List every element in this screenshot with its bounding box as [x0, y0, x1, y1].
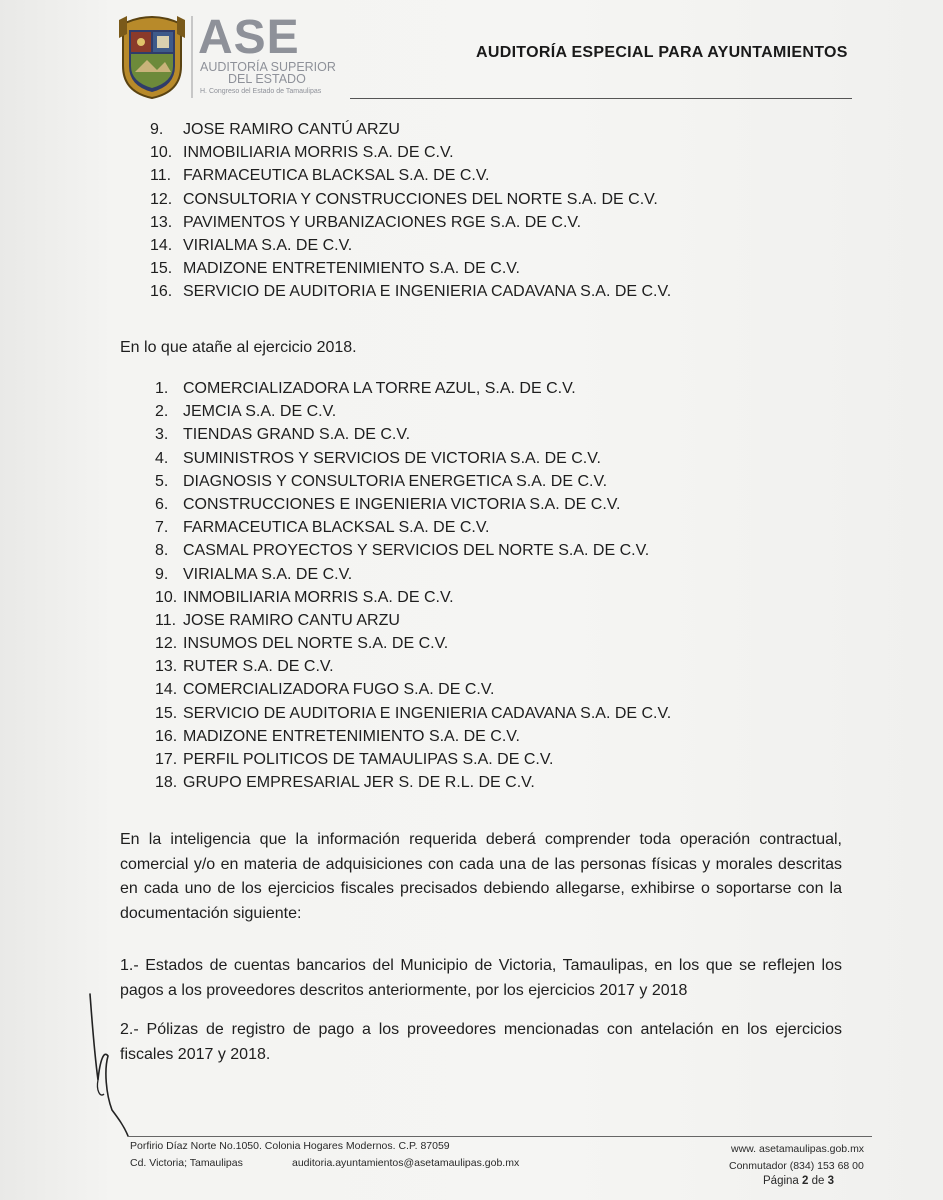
page-number — [763, 1175, 834, 1187]
header-title: AUDITORÍA ESPECIAL PARA AYUNTAMIENTOS — [476, 44, 848, 61]
list-item-number: 10. — [150, 144, 173, 162]
list-item-text: JEMCIA S.A. DE C.V. — [183, 403, 337, 421]
list-item-number: 9. — [150, 121, 164, 138]
list-item-text: SERVICIO DE AUDITORIA E INGENIERIA CADAVANA S.A. DE C.V. — [183, 704, 672, 722]
list-item-text: MADIZONE ENTRETENIMIENTO S.A. DE C.V. — [183, 260, 520, 278]
list-item-text: CASMAL PROYECTOS Y SERVICIOS DEL NORTE S.A. DE C.V. — [183, 542, 650, 560]
list-item-text: INMOBILIARIA MORRIS S.A. DE C.V. — [183, 144, 454, 162]
list-item-text: INMOBILIARIA MORRIS S.A. DE C.V. — [183, 588, 454, 606]
footer-email: auditoria.ayuntamientos@asetamaulipas.gob.mx — [292, 1157, 520, 1169]
logo-wordmark: ASE — [198, 11, 300, 64]
list-item-text: CONSTRUCCIONES E INGENIERIA VICTORIA S.A. DE C.V. — [183, 495, 621, 513]
page-total: 3 — [827, 1175, 835, 1187]
list-item-text: JOSE RAMIRO CANTU ARZU — [183, 611, 400, 629]
list-item-number: 10. — [155, 588, 178, 606]
handwritten-signature — [82, 990, 152, 1140]
page-label: Página — [763, 1175, 799, 1187]
list-item-text: MADIZONE ENTRETENIMIENTO S.A. DE C.V. — [183, 727, 520, 745]
list-item-text: COMERCIALIZADORA FUGO S.A. DE C.V. — [183, 681, 495, 699]
list-item-number: 18. — [155, 774, 178, 792]
list-item-text: FARMACEUTICA BLACKSAL S.A. DE C.V. — [183, 167, 490, 185]
paragraph-item-2: 2.- Pólizas de registro de pago a los proveedores mencionadas con antelación en los ejercicios fiscales 2017 y 2018. — [120, 1021, 842, 1063]
list-item-text: FARMACEUTICA BLACKSAL S.A. DE C.V. — [183, 519, 490, 537]
list-item-number: 15. — [155, 704, 178, 722]
logo-subtitle-line2: DEL ESTADO — [228, 72, 306, 86]
list-item-text: CONSULTORIA Y CONSTRUCCIONES DEL NORTE S.A. DE C.V. — [183, 190, 658, 208]
paragraph-inteligencia: En la inteligencia que la información requerida deberá comprender toda operación contractual, comercial y/o en materia de adquisiciones con cada una de las personas físicas y morales descritas en cada uno de los ejercicios fiscales precisados debiendo allegarse, exhibirse o soportarse con la documentación siguiente: — [120, 831, 842, 922]
list-item-number: 17. — [155, 751, 178, 768]
list-item-text: VIRIALMA S.A. DE C.V. — [183, 236, 353, 254]
list-item-text: SERVICIO DE AUDITORIA E INGENIERIA CADAVANA S.A. DE C.V. — [183, 283, 672, 301]
header-rule — [350, 98, 852, 99]
list-item-text: COMERCIALIZADORA LA TORRE AZUL, S.A. DE C.V. — [183, 380, 576, 397]
list-item-number: 12. — [150, 190, 173, 208]
list-item-text: INSUMOS DEL NORTE S.A. DE C.V. — [183, 635, 449, 653]
list-item-text: SUMINISTROS Y SERVICIOS DE VICTORIA S.A. DE C.V. — [183, 449, 601, 467]
list-item-number: 8. — [155, 542, 169, 560]
list-item-number: 4. — [155, 449, 169, 467]
paragraph-item-1: 1.- Estados de cuentas bancarios del Municipio de Victoria, Tamaulipas, en los que se reflejen los pagos a los proveedores descritos anteriormente, por los ejercicios 2017 y 2018 — [120, 957, 842, 999]
list-item-text: DIAGNOSIS Y CONSULTORIA ENERGETICA S.A. DE C.V. — [183, 472, 608, 490]
list-item-number: 13. — [150, 213, 173, 231]
list-item-text: RUTER S.A. DE C.V. — [183, 658, 334, 676]
list-item-text: JOSE RAMIRO CANTÚ ARZU — [183, 121, 400, 138]
page-sep: de — [811, 1175, 825, 1187]
list-item-number: 14. — [155, 681, 178, 699]
list-item-number: 9. — [155, 565, 169, 583]
list-item-text: PAVIMENTOS Y URBANIZACIONES RGE S.A. DE C.V. — [183, 213, 582, 231]
list-item-text: TIENDAS GRAND S.A. DE C.V. — [183, 426, 411, 444]
intro-2018: En lo que atañe al ejercicio 2018. — [120, 339, 357, 356]
list-item-number: 1. — [155, 380, 169, 397]
footer-website: www. asetamaulipas.gob.mx — [731, 1143, 865, 1155]
state-seal-icon — [117, 14, 187, 100]
list-item-number: 7. — [155, 519, 169, 537]
list-item-number: 11. — [150, 167, 172, 185]
list-item-number: 14. — [150, 236, 173, 254]
list-item-text: VIRIALMA S.A. DE C.V. — [183, 565, 353, 583]
logo-subtitle-line1: AUDITORÍA SUPERIOR — [200, 60, 336, 74]
list-item-text: PERFIL POLITICOS DE TAMAULIPAS S.A. DE C.V. — [183, 751, 554, 768]
list-item-number: 12. — [155, 635, 178, 653]
list-item-number: 5. — [155, 472, 169, 490]
list-item-number: 16. — [150, 283, 173, 301]
list-item-number: 2. — [155, 403, 169, 421]
ase-logo — [198, 12, 348, 102]
logo-divider — [191, 16, 193, 98]
footer-address: Porfirio Díaz Norte No.1050. Colonia Hogares Modernos. C.P. 87059 — [130, 1140, 450, 1152]
list-item-number: 11. — [155, 611, 177, 629]
list-item-number: 6. — [155, 495, 169, 513]
list-item-number: 15. — [150, 260, 173, 278]
list-item-number: 16. — [155, 727, 178, 745]
logo-subtitle-line3: H. Congreso del Estado de Tamaulipas — [200, 88, 322, 95]
page-current: 2 — [802, 1175, 809, 1187]
footer-phone: Conmutador (834) 153 68 00 — [729, 1160, 864, 1172]
list-item-number: 13. — [155, 658, 178, 676]
list-item-number: 3. — [155, 426, 169, 444]
footer-rule — [128, 1136, 872, 1137]
list-item-text: GRUPO EMPRESARIAL JER S. DE R.L. DE C.V. — [183, 774, 535, 792]
footer-city: Cd. Victoria; Tamaulipas — [130, 1157, 243, 1169]
